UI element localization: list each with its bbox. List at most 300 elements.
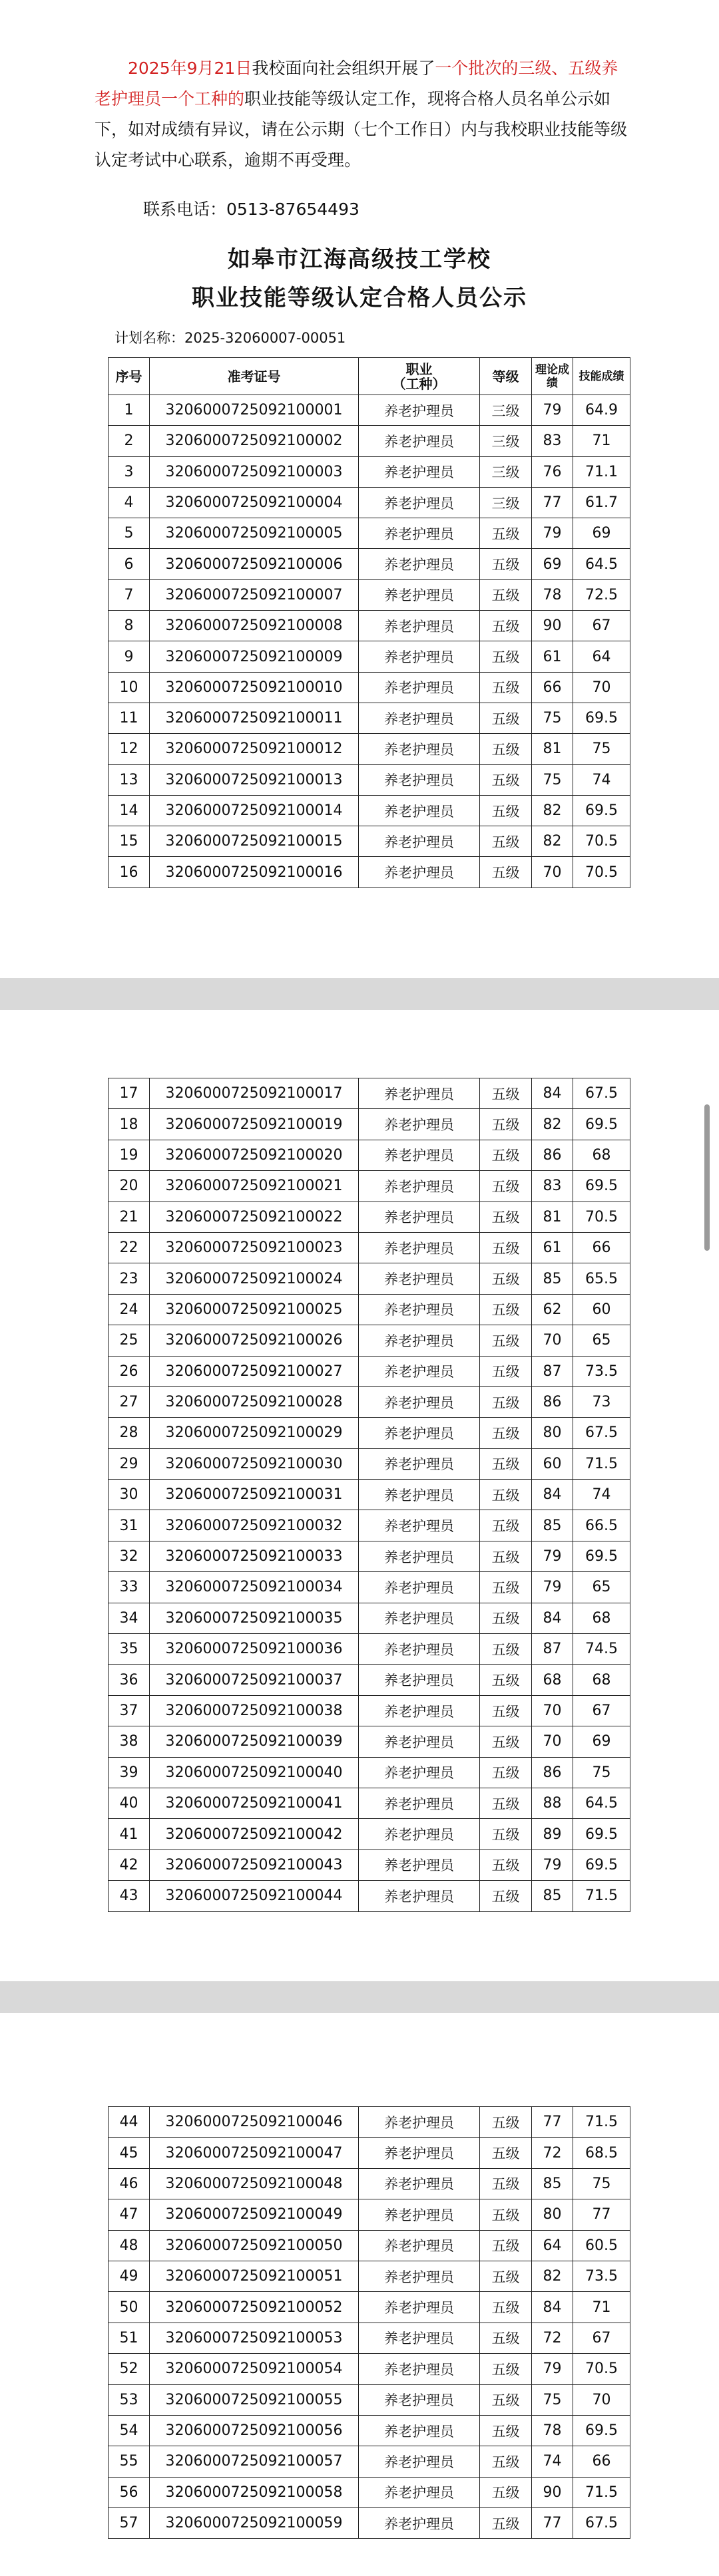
cell-index: 42	[109, 1850, 150, 1880]
cell-job: 养老护理员	[359, 487, 480, 518]
cell-cert-number: 3206000725092100037	[150, 1665, 359, 1695]
cell-cert-number: 3206000725092100004	[150, 487, 359, 518]
table-row	[109, 518, 630, 549]
cell-cert-number: 3206000725092100058	[150, 2477, 359, 2507]
cell-cert-number: 3206000725092100050	[150, 2230, 359, 2261]
cell-job: 养老护理员	[359, 1386, 480, 1417]
cell-theory-score: 64	[532, 2230, 573, 2261]
table-body-page-1	[109, 395, 630, 888]
cell-level: 五级	[480, 2261, 532, 2291]
cell-index: 53	[109, 2384, 150, 2415]
cell-index: 47	[109, 2199, 150, 2230]
table-row	[109, 1665, 630, 1695]
cell-index: 25	[109, 1325, 150, 1356]
cell-index: 41	[109, 1819, 150, 1850]
cell-job: 养老护理员	[359, 1819, 480, 1850]
cell-index: 7	[109, 579, 150, 610]
cell-skill-score: 65.5	[573, 1263, 630, 1294]
cell-skill-score: 73.5	[573, 1356, 630, 1386]
cell-index: 30	[109, 1480, 150, 1510]
cell-job: 养老护理员	[359, 1572, 480, 1603]
cell-index: 51	[109, 2323, 150, 2353]
cell-skill-score: 66	[573, 2446, 630, 2477]
table-row	[109, 1386, 630, 1417]
cell-cert-number: 3206000725092100006	[150, 549, 359, 579]
cell-job: 养老护理员	[359, 611, 480, 641]
cell-cert-number: 3206000725092100005	[150, 518, 359, 549]
cell-theory-score: 85	[532, 1881, 573, 1911]
cell-cert-number: 3206000725092100027	[150, 1356, 359, 1386]
cell-level: 五级	[480, 1356, 532, 1386]
cell-level: 五级	[480, 734, 532, 764]
header-theory-score: 理论成绩	[532, 358, 573, 395]
cell-theory-score: 84	[532, 2292, 573, 2323]
cell-cert-number: 3206000725092100054	[150, 2354, 359, 2384]
cell-cert-number: 3206000725092100051	[150, 2261, 359, 2291]
cell-cert-number: 3206000725092100023	[150, 1232, 359, 1263]
cell-index: 31	[109, 1510, 150, 1541]
cell-job: 养老护理员	[359, 1448, 480, 1479]
cell-theory-score: 79	[532, 1572, 573, 1603]
cell-index: 28	[109, 1418, 150, 1448]
cell-theory-score: 79	[532, 1541, 573, 1571]
table-row	[109, 549, 630, 579]
cell-skill-score: 66	[573, 1232, 630, 1263]
cell-skill-score: 69.5	[573, 1541, 630, 1571]
cell-skill-score: 68	[573, 1140, 630, 1170]
cell-job: 养老护理员	[359, 549, 480, 579]
table-row	[109, 2168, 630, 2199]
cell-index: 55	[109, 2446, 150, 2477]
cell-level: 五级	[480, 2230, 532, 2261]
cell-cert-number: 3206000725092100013	[150, 764, 359, 795]
cell-level: 五级	[480, 1726, 532, 1757]
table-row	[109, 1634, 630, 1665]
table-row	[109, 1109, 630, 1140]
cell-skill-score: 68	[573, 1603, 630, 1633]
cell-level: 五级	[480, 1695, 532, 1726]
table-row	[109, 641, 630, 672]
cell-theory-score: 68	[532, 1665, 573, 1695]
cell-index: 54	[109, 2415, 150, 2446]
cell-job: 养老护理员	[359, 1294, 480, 1325]
cell-job: 养老护理员	[359, 1356, 480, 1386]
cell-index: 49	[109, 2261, 150, 2291]
cell-cert-number: 3206000725092100041	[150, 1788, 359, 1818]
cell-cert-number: 3206000725092100040	[150, 1757, 359, 1788]
cell-skill-score: 64.9	[573, 395, 630, 426]
table-row	[109, 795, 630, 826]
cell-theory-score: 75	[532, 2384, 573, 2415]
cell-index: 13	[109, 764, 150, 795]
cell-theory-score: 82	[532, 826, 573, 857]
cell-index: 36	[109, 1665, 150, 1695]
table-row	[109, 426, 630, 456]
cell-index: 38	[109, 1726, 150, 1757]
cell-theory-score: 79	[532, 1850, 573, 1880]
cell-theory-score: 83	[532, 1171, 573, 1202]
cell-skill-score: 70	[573, 672, 630, 703]
cell-theory-score: 83	[532, 426, 573, 456]
cell-level: 五级	[480, 549, 532, 579]
document-page-2	[0, 1010, 719, 1981]
cell-skill-score: 66.5	[573, 1510, 630, 1541]
cell-job: 养老护理员	[359, 2415, 480, 2446]
cell-index: 9	[109, 641, 150, 672]
cell-index: 21	[109, 1202, 150, 1232]
cell-skill-score: 69.5	[573, 703, 630, 733]
cell-job: 养老护理员	[359, 826, 480, 857]
cell-job: 养老护理员	[359, 2508, 480, 2539]
cell-index: 57	[109, 2508, 150, 2539]
cell-level: 五级	[480, 1294, 532, 1325]
cell-cert-number: 3206000725092100043	[150, 1850, 359, 1880]
table-row	[109, 672, 630, 703]
cell-cert-number: 3206000725092100007	[150, 579, 359, 610]
cell-level: 三级	[480, 456, 532, 487]
cell-level: 五级	[480, 1819, 532, 1850]
cell-skill-score: 67	[573, 1695, 630, 1726]
cell-theory-score: 66	[532, 672, 573, 703]
cell-skill-score: 69.5	[573, 1850, 630, 1880]
notice-date: 2025年9月21日	[128, 59, 252, 78]
results-table-page-2	[108, 1078, 630, 1912]
cell-level: 五级	[480, 826, 532, 857]
cell-skill-score: 69	[573, 518, 630, 549]
header-level: 等级	[480, 358, 532, 395]
table-row	[109, 1572, 630, 1603]
cell-index: 26	[109, 1356, 150, 1386]
cell-job: 养老护理员	[359, 1665, 480, 1695]
cell-job: 养老护理员	[359, 1418, 480, 1448]
cell-skill-score: 69.5	[573, 795, 630, 826]
cell-job: 养老护理员	[359, 1541, 480, 1571]
cell-cert-number: 3206000725092100052	[150, 2292, 359, 2323]
cell-cert-number: 3206000725092100039	[150, 1726, 359, 1757]
cell-skill-score: 60.5	[573, 2230, 630, 2261]
cell-cert-number: 3206000725092100035	[150, 1603, 359, 1633]
table-row	[109, 1263, 630, 1294]
cell-index: 12	[109, 734, 150, 764]
cell-cert-number: 3206000725092100057	[150, 2446, 359, 2477]
table-row	[109, 857, 630, 887]
cell-level: 五级	[480, 2508, 532, 2539]
cell-skill-score: 67.5	[573, 1418, 630, 1448]
cell-index: 37	[109, 1695, 150, 1726]
cell-skill-score: 71.5	[573, 2477, 630, 2507]
cell-skill-score: 67.5	[573, 1078, 630, 1109]
cell-skill-score: 74	[573, 1480, 630, 1510]
cell-level: 五级	[480, 764, 532, 795]
cell-theory-score: 70	[532, 1726, 573, 1757]
table-row	[109, 826, 630, 857]
cell-theory-score: 87	[532, 1356, 573, 1386]
table-row	[109, 1819, 630, 1850]
notice-text-1: 我校面向社会组织开展了	[252, 59, 435, 78]
cell-cert-number: 3206000725092100010	[150, 672, 359, 703]
table-row	[109, 2107, 630, 2138]
cell-level: 五级	[480, 2354, 532, 2384]
cell-level: 五级	[480, 1448, 532, 1479]
cell-index: 39	[109, 1757, 150, 1788]
cell-theory-score: 82	[532, 795, 573, 826]
cell-level: 五级	[480, 611, 532, 641]
cell-theory-score: 60	[532, 1448, 573, 1479]
cell-theory-score: 89	[532, 1819, 573, 1850]
cell-cert-number: 3206000725092100012	[150, 734, 359, 764]
cell-level: 三级	[480, 426, 532, 456]
cell-index: 46	[109, 2168, 150, 2199]
table-row	[109, 1695, 630, 1726]
cell-level: 五级	[480, 2384, 532, 2415]
cell-level: 五级	[480, 1665, 532, 1695]
table-row	[109, 1171, 630, 1202]
cell-index: 40	[109, 1788, 150, 1818]
table-row	[109, 764, 630, 795]
table-row	[109, 2292, 630, 2323]
table-row	[109, 2138, 630, 2168]
cell-theory-score: 69	[532, 549, 573, 579]
cell-job: 养老护理员	[359, 795, 480, 826]
cell-level: 五级	[480, 518, 532, 549]
cell-cert-number: 3206000725092100024	[150, 1263, 359, 1294]
cell-skill-score: 71.1	[573, 456, 630, 487]
cell-theory-score: 77	[532, 487, 573, 518]
cell-index: 2	[109, 426, 150, 456]
cell-cert-number: 3206000725092100059	[150, 2508, 359, 2539]
cell-theory-score: 75	[532, 764, 573, 795]
cell-skill-score: 72.5	[573, 579, 630, 610]
cell-cert-number: 3206000725092100038	[150, 1695, 359, 1726]
table-row	[109, 2323, 630, 2353]
table-row	[109, 703, 630, 733]
table-body-page-2	[109, 1078, 630, 1912]
cell-cert-number: 3206000725092100033	[150, 1541, 359, 1571]
cell-theory-score: 82	[532, 1109, 573, 1140]
cell-theory-score: 90	[532, 2477, 573, 2507]
table-row	[109, 1788, 630, 1818]
cell-level: 五级	[480, 579, 532, 610]
cell-theory-score: 79	[532, 2354, 573, 2384]
scrollbar-thumb[interactable]	[704, 1104, 710, 1251]
table-row	[109, 1603, 630, 1633]
cell-skill-score: 77	[573, 2199, 630, 2230]
cell-job: 养老护理员	[359, 2107, 480, 2138]
cell-skill-score: 70.5	[573, 2354, 630, 2384]
header-skill-score: 技能成绩	[573, 358, 630, 395]
cell-theory-score: 70	[532, 1695, 573, 1726]
cell-level: 五级	[480, 2199, 532, 2230]
cell-level: 五级	[480, 672, 532, 703]
cell-skill-score: 71	[573, 426, 630, 456]
notice-text-2: 职业技能等级认定工作，现将合格人员名单公示如下，如对成绩有异议，请在公示期（七个工作日）内与我校职业技能等级认定考试中心联系，逾期不再受理。	[95, 89, 628, 170]
cell-cert-number: 3206000725092100055	[150, 2384, 359, 2415]
cell-index: 20	[109, 1171, 150, 1202]
table-header-row	[109, 358, 630, 395]
cell-theory-score: 84	[532, 1480, 573, 1510]
cell-index: 3	[109, 456, 150, 487]
cell-job: 养老护理员	[359, 2199, 480, 2230]
cell-theory-score: 85	[532, 2168, 573, 2199]
cell-skill-score: 74	[573, 764, 630, 795]
cell-skill-score: 64.5	[573, 549, 630, 579]
cell-skill-score: 71.5	[573, 1448, 630, 1479]
cell-cert-number: 3206000725092100028	[150, 1386, 359, 1417]
cell-index: 33	[109, 1572, 150, 1603]
cell-index: 19	[109, 1140, 150, 1170]
cell-cert-number: 3206000725092100025	[150, 1294, 359, 1325]
cell-job: 养老护理员	[359, 641, 480, 672]
cell-index: 24	[109, 1294, 150, 1325]
cell-job: 养老护理员	[359, 1881, 480, 1911]
cell-index: 44	[109, 2107, 150, 2138]
table-row	[109, 2477, 630, 2507]
cell-skill-score: 69.5	[573, 1109, 630, 1140]
table-row	[109, 395, 630, 426]
cell-job: 养老护理员	[359, 1325, 480, 1356]
cell-level: 五级	[480, 641, 532, 672]
table-row	[109, 1850, 630, 1880]
table-row	[109, 1232, 630, 1263]
cell-job: 养老护理员	[359, 1140, 480, 1170]
cell-job: 养老护理员	[359, 1109, 480, 1140]
cell-theory-score: 72	[532, 2323, 573, 2353]
cell-level: 五级	[480, 1603, 532, 1633]
cell-cert-number: 3206000725092100031	[150, 1480, 359, 1510]
cell-theory-score: 81	[532, 1202, 573, 1232]
cell-skill-score: 73.5	[573, 2261, 630, 2291]
cell-skill-score: 67	[573, 611, 630, 641]
cell-job: 养老护理员	[359, 2292, 480, 2323]
cell-cert-number: 3206000725092100048	[150, 2168, 359, 2199]
cell-skill-score: 60	[573, 1294, 630, 1325]
cell-index: 32	[109, 1541, 150, 1571]
table-row	[109, 1294, 630, 1325]
cell-cert-number: 3206000725092100020	[150, 1140, 359, 1170]
cell-cert-number: 3206000725092100021	[150, 1171, 359, 1202]
cell-level: 五级	[480, 1386, 532, 1417]
cell-level: 五级	[480, 1541, 532, 1571]
cell-cert-number: 3206000725092100053	[150, 2323, 359, 2353]
table-row	[109, 1325, 630, 1356]
cell-skill-score: 70.5	[573, 857, 630, 887]
cell-theory-score: 62	[532, 1294, 573, 1325]
cell-skill-score: 64.5	[573, 1788, 630, 1818]
cell-index: 22	[109, 1232, 150, 1263]
cell-level: 五级	[480, 1171, 532, 1202]
cell-theory-score: 76	[532, 456, 573, 487]
cell-cert-number: 3206000725092100032	[150, 1510, 359, 1541]
cell-job: 养老护理员	[359, 1232, 480, 1263]
cell-skill-score: 71.5	[573, 2107, 630, 2138]
cell-job: 养老护理员	[359, 1757, 480, 1788]
cell-theory-score: 80	[532, 1418, 573, 1448]
cell-skill-score: 71.5	[573, 1881, 630, 1911]
cell-index: 5	[109, 518, 150, 549]
cell-skill-score: 74.5	[573, 1634, 630, 1665]
cell-job: 养老护理员	[359, 2168, 480, 2199]
cell-level: 五级	[480, 1480, 532, 1510]
cell-index: 29	[109, 1448, 150, 1479]
table-row	[109, 1541, 630, 1571]
cell-theory-score: 79	[532, 395, 573, 426]
cell-cert-number: 3206000725092100029	[150, 1418, 359, 1448]
cell-index: 43	[109, 1881, 150, 1911]
table-row	[109, 1881, 630, 1911]
cell-cert-number: 3206000725092100001	[150, 395, 359, 426]
cell-index: 45	[109, 2138, 150, 2168]
cell-skill-score: 69.5	[573, 1171, 630, 1202]
table-row	[109, 1202, 630, 1232]
cell-theory-score: 87	[532, 1634, 573, 1665]
cell-job: 养老护理员	[359, 857, 480, 887]
cell-job: 养老护理员	[359, 2230, 480, 2261]
cell-cert-number: 3206000725092100036	[150, 1634, 359, 1665]
cell-theory-score: 61	[532, 1232, 573, 1263]
cell-theory-score: 61	[532, 641, 573, 672]
table-row	[109, 1418, 630, 1448]
table-row	[109, 1726, 630, 1757]
cell-skill-score: 71	[573, 2292, 630, 2323]
cell-index: 52	[109, 2354, 150, 2384]
cell-index: 50	[109, 2292, 150, 2323]
cell-cert-number: 3206000725092100003	[150, 456, 359, 487]
cell-theory-score: 85	[532, 1510, 573, 1541]
notice-title: 职业技能等级认定合格人员公示	[192, 285, 527, 311]
cell-skill-score: 75	[573, 734, 630, 764]
cell-job: 养老护理员	[359, 1634, 480, 1665]
cell-level: 五级	[480, 2292, 532, 2323]
cell-job: 养老护理员	[359, 395, 480, 426]
cell-level: 三级	[480, 487, 532, 518]
cell-level: 五级	[480, 795, 532, 826]
cell-cert-number: 3206000725092100009	[150, 641, 359, 672]
cell-index: 1	[109, 395, 150, 426]
cell-job: 养老护理员	[359, 764, 480, 795]
table-row	[109, 1757, 630, 1788]
cell-cert-number: 3206000725092100049	[150, 2199, 359, 2230]
table-row	[109, 487, 630, 518]
notice-highlight: 一个批次的三级、五级养老护理员一个工种的	[95, 59, 618, 108]
cell-level: 五级	[480, 1634, 532, 1665]
cell-theory-score: 70	[532, 1325, 573, 1356]
cell-cert-number: 3206000725092100016	[150, 857, 359, 887]
table-row	[109, 1140, 630, 1170]
cell-job: 养老护理员	[359, 1480, 480, 1510]
cell-theory-score: 85	[532, 1263, 573, 1294]
header-cert-number: 准考证号	[150, 358, 359, 395]
cell-cert-number: 3206000725092100008	[150, 611, 359, 641]
cell-level: 五级	[480, 1418, 532, 1448]
table-row	[109, 1356, 630, 1386]
cell-cert-number: 3206000725092100030	[150, 1448, 359, 1479]
cell-cert-number: 3206000725092100047	[150, 2138, 359, 2168]
table-row	[109, 2508, 630, 2539]
cell-theory-score: 86	[532, 1140, 573, 1170]
cell-level: 五级	[480, 1757, 532, 1788]
cell-level: 五级	[480, 1788, 532, 1818]
cell-cert-number: 3206000725092100014	[150, 795, 359, 826]
table-row	[109, 734, 630, 764]
cell-job: 养老护理员	[359, 2384, 480, 2415]
header-job-line2: （工种）	[392, 375, 446, 392]
cell-job: 养老护理员	[359, 672, 480, 703]
cell-index: 34	[109, 1603, 150, 1633]
cell-level: 五级	[480, 1078, 532, 1109]
table-row	[109, 2384, 630, 2415]
cell-skill-score: 67.5	[573, 2508, 630, 2539]
cell-skill-score: 68.5	[573, 2138, 630, 2168]
